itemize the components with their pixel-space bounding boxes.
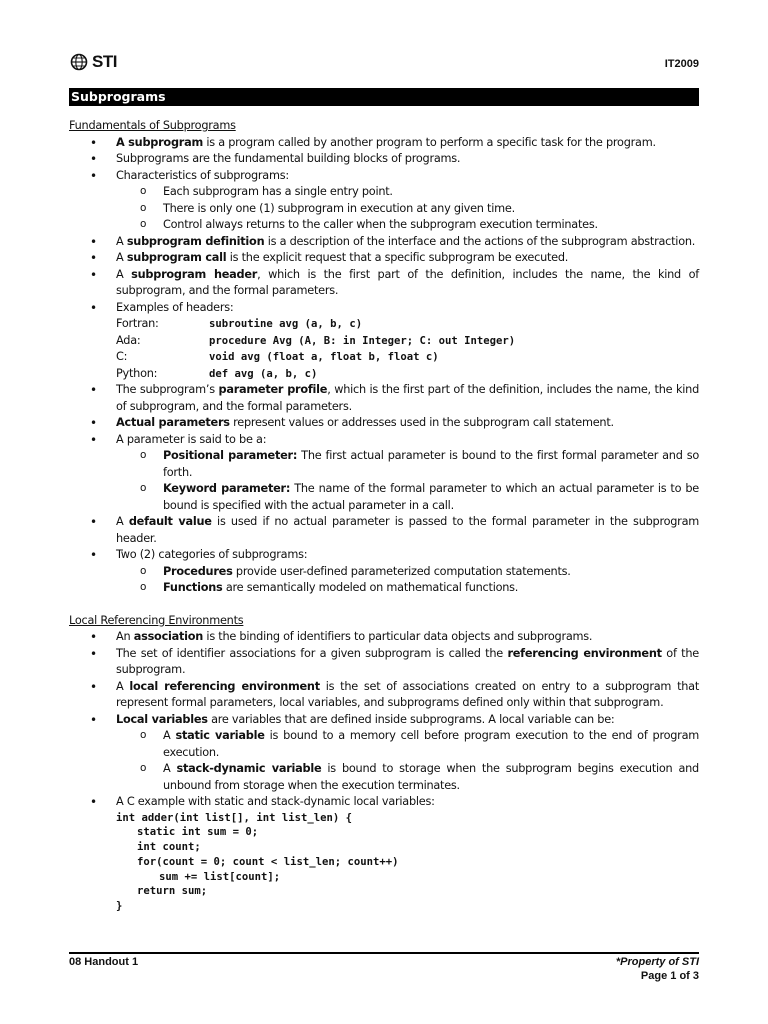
item-text: The subprogram’s	[116, 383, 219, 396]
sti-logo	[69, 52, 117, 72]
list-item	[69, 514, 699, 547]
list-item	[69, 300, 699, 317]
bold-term: subprogram definition	[126, 234, 265, 248]
bold-term: Keyword parameter:	[163, 482, 291, 495]
list-item	[69, 679, 699, 712]
bold-term: default value	[128, 515, 212, 528]
bold-term: Local variables	[116, 712, 208, 726]
list-item	[69, 646, 699, 679]
list-item	[69, 234, 699, 251]
item-text: represent values or addresses used in the subprogram call statement.	[229, 416, 614, 429]
sub-list-item	[69, 580, 699, 597]
list-item	[69, 168, 699, 185]
title-bar	[69, 88, 699, 106]
item-text: A parameter is said to be a:	[116, 432, 267, 446]
code-line: int adder(int list[], int list_len) {	[116, 811, 352, 824]
code-block	[69, 811, 699, 915]
header-example-row	[69, 333, 699, 350]
header-example-row	[69, 366, 699, 383]
item-text: There is only one (1) subprogram in execution at any given time.	[163, 201, 515, 215]
item-text: is bound to a memory cell before program execution to the end of program execution.	[163, 729, 699, 759]
document-body	[69, 118, 699, 914]
list-item	[69, 629, 699, 646]
bold-term: static variable	[175, 729, 265, 742]
header-code: def avg (a, b, c)	[209, 367, 318, 380]
item-text: An	[116, 630, 134, 643]
item-text: of the subprogram.	[116, 646, 699, 676]
header-example-row	[69, 349, 699, 366]
bold-term: association	[133, 630, 204, 643]
bold-term: Actual parameters	[116, 416, 230, 429]
sub-list-item	[69, 448, 699, 481]
item-text: A	[116, 515, 129, 528]
item-text: is the binding of identifiers to particular data objects and subprograms.	[203, 630, 593, 643]
section-gap	[69, 597, 699, 613]
item-text: are semantically modeled on mathematical functions.	[222, 581, 519, 594]
code-line: }	[116, 900, 123, 913]
item-text: Characteristics of subprograms:	[116, 168, 289, 182]
list-item	[69, 794, 699, 811]
item-text: , which is the first part of the definition, includes the name, the kind of subprogram, and the formal parameters.	[116, 383, 699, 413]
header-example-row	[69, 316, 699, 333]
header-code: subroutine avg (a, b, c)	[209, 318, 363, 330]
globe-icon	[69, 53, 91, 71]
list-item	[69, 151, 699, 168]
item-text: is the explicit request that a specific subprogram be executed.	[226, 251, 569, 264]
item-text: A	[163, 729, 176, 742]
list-item	[69, 135, 699, 152]
list-item	[69, 267, 699, 300]
bold-term: subprogram header	[131, 267, 258, 281]
bold-term: referencing environment	[507, 646, 662, 660]
item-text: is used if no actual parameter is passed to the formal parameter in the subprogram header.	[116, 515, 699, 545]
bold-term: stack-dynamic variable	[176, 762, 322, 775]
item-text: is a program called by another program to perform a specific task for the program.	[203, 135, 656, 149]
item-text: is the set of associations created on entry to a subprogram that represent formal parameters, local variables, and subprograms defined only within that subprogram.	[116, 679, 700, 709]
header-code: procedure Avg (A, B: in Integer; C: out Integer)	[209, 334, 516, 347]
language-label: Fortran:	[116, 317, 159, 330]
item-text: A	[163, 762, 177, 775]
item-text: provide user-defined parameterized computation statements.	[232, 564, 571, 578]
language-label: C:	[116, 350, 128, 363]
language-label: Ada:	[116, 333, 141, 347]
footer-right	[616, 956, 699, 983]
sub-list-item	[69, 201, 699, 218]
item-text: Examples of headers:	[116, 300, 234, 314]
page-header	[69, 52, 699, 72]
handout-label: 08 Handout 1	[69, 956, 139, 968]
bold-term: parameter profile	[218, 383, 328, 396]
code-line: return sum;	[137, 885, 208, 898]
bold-term: A subprogram	[116, 135, 203, 149]
item-text: The set of identifier associations for a given subprogram is called the	[116, 646, 508, 660]
item-text: Subprograms are the fundamental building blocks of programs.	[116, 152, 461, 165]
item-text: , which is the first part of the definition, includes the name, the kind of subprogram, and the formal parameters.	[116, 267, 700, 297]
list-item	[69, 382, 699, 415]
sub-list-item	[69, 184, 699, 201]
bold-term: subprogram call	[126, 251, 227, 264]
item-text: A	[116, 267, 132, 281]
item-text: is bound to storage when the subprogram begins execution and unbound from storage when the execution terminates.	[163, 762, 699, 792]
bold-term: local referencing environment	[129, 679, 320, 693]
item-text: A C example with static and stack-dynamic local variables:	[116, 795, 435, 808]
item-text: Each subprogram has a single entry point.	[163, 185, 393, 198]
course-code: IT2009	[664, 58, 699, 70]
sub-list-item	[69, 217, 699, 234]
code-line: for(count = 0; count < list_len; count++)	[137, 855, 399, 868]
bold-term: Functions	[163, 581, 223, 594]
page-title: Subprograms	[71, 89, 166, 104]
item-text: A	[116, 234, 127, 248]
code-line: int count;	[137, 841, 201, 854]
list-item	[69, 547, 699, 564]
item-text: is a description of the interface and the actions of the subprogram abstraction.	[264, 234, 696, 248]
property-notice: *Property of STI	[615, 956, 699, 968]
list-item	[69, 432, 699, 449]
section-title-local: Local Referencing Environments	[69, 613, 244, 627]
list-item	[69, 250, 699, 267]
item-text: are variables that are defined inside subprograms. A local variable can be:	[207, 712, 615, 726]
sub-list-item	[69, 481, 699, 514]
sub-list-item	[69, 564, 699, 581]
sub-list-item	[69, 728, 699, 761]
item-text: The name of the formal parameter to which an actual parameter is to be bound is specified with the actual parameter in a call.	[163, 482, 699, 512]
bold-term: Positional parameter:	[163, 449, 298, 462]
item-text: Two (2) categories of subprograms:	[116, 548, 308, 561]
language-label: Python:	[116, 366, 158, 380]
bold-term: Procedures	[163, 564, 233, 578]
list-item	[69, 712, 699, 729]
item-text: Control always returns to the caller when the subprogram execution terminates.	[163, 218, 598, 231]
page-number: Page 1 of 3	[640, 969, 699, 982]
code-line: sum += list[count];	[159, 870, 281, 883]
section-title-fundamentals: Fundamentals of Subprograms	[69, 119, 236, 132]
item-text: A	[116, 251, 127, 264]
list-item	[69, 415, 699, 432]
item-text: A	[116, 679, 130, 693]
logo-text: STI	[92, 52, 117, 71]
footer-divider	[69, 952, 699, 954]
item-text: The first actual parameter is bound to the first formal parameter and so forth.	[163, 449, 699, 479]
sub-list-item	[69, 761, 699, 794]
code-line: static int sum = 0;	[137, 826, 259, 839]
header-code: void avg (float a, float b, float c)	[209, 351, 439, 363]
